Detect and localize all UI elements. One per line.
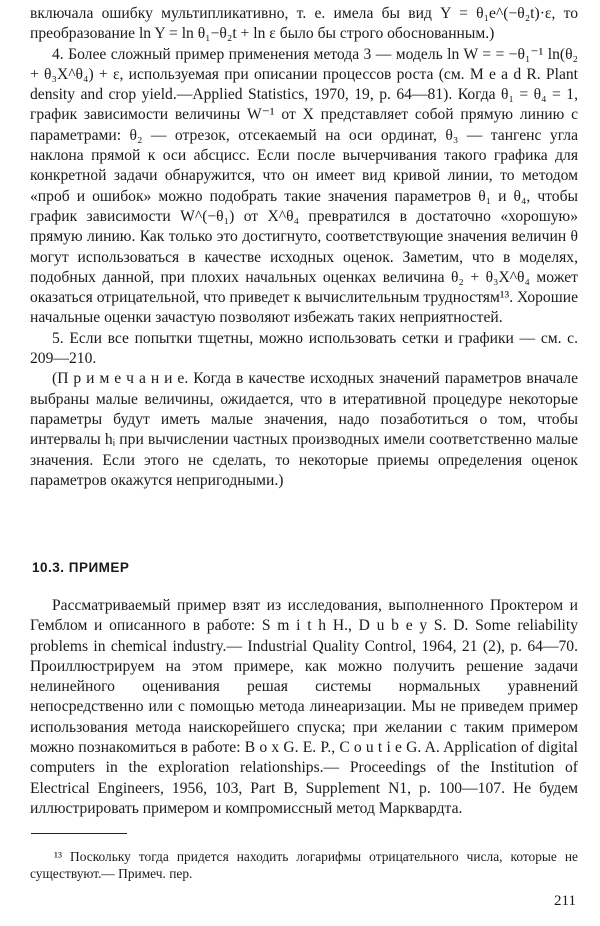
main-text xyxy=(30,4,578,491)
page-number: 211 xyxy=(554,893,576,909)
footnote-divider xyxy=(31,833,127,834)
section-heading: 10.3. ПРИМЕР xyxy=(32,560,130,575)
paragraph-point-5: 5. Если все попытки тщетны, можно использовать сетки и графики — см. с. 209—210. xyxy=(30,329,578,368)
paragraph-intro: включала ошибку мультипликативно, т. е. имела бы вид Y = θ₁e^(−θ₂t)·ε, то преобразование ln Y = ln θ₁−θ₂t + ln ε было бы строго обоснованным.) xyxy=(30,5,578,43)
paragraph-point-4: 4. Более сложный пример применения метода 3 — модель ln W = = −θ₁⁻¹ ln(θ₂ + θ₃X^θ₄) + ε, используемая при описании процессов роста (см. M e a d R. Plant density and crop yield.—Applied Statistics, 1970, 19, p. 64—81). Когда θ₁ = θ₄ = 1, график зависимости величины W⁻¹ от X представляет собой прямую линию с параметрами: θ₂ — отрезок, отсекаемый на оси ординат, θ₃ — тангенс угла наклона прямой к оси абсцисс. Если после вычерчивания такого графика для конкретной задачи обнаружится, что он имеет вид кривой линии, то методом «проб и ошибок» можно подобрать такие значения параметров θ₁ и θ₄, чтобы график зависимости W^(−θ₁) от X^θ₄ превратился в достаточно «хорошую» прямую линию. Как только это достигнуто, соответствующие значения величин θ могут использоваться в качестве исходных оценок. Заметим, что в моделях, подобных данной, при плохих начальных оценках величина θ₂ + θ₃X^θ₄ может оказаться отрицательной, что приведет к вычислительным трудностям¹³. Хорошие начальные оценки зачастую позволяют избежать таких неприятностей. xyxy=(30,45,578,327)
paragraph-note: (П р и м е ч а н и е. Когда в качестве исходных значений параметров вначале выбраны малые величины, ожидается, что в итеративной процедуре некоторые параметры будут иметь малые значения, надо позаботиться о том, чтобы интервалы hᵢ при вычислении частных производных имели соответственно малые значения. Если этого не сделать, то некоторые приемы определения оценок параметров окажутся непригодными.) xyxy=(30,370,578,489)
footnote: ¹³ Поскольку тогда придется находить логарифмы отрицательного числа, которые не существуют.— Примеч. пер. xyxy=(30,849,578,881)
paragraph-example: Рассматриваемый пример взят из исследования, выполненного Проктером и Гемблом и описанного в работе: S m i t h H., D u b e y S. D. Some reliability problems in chemical industry.— Industrial Quality Control, 1964, 21 (2), p. 64—70. Проиллюстрируем на этом примере, как можно получить решение задачи нелинейного оценивания решая системы нормальных уравнений непосредственно или с помощью метода линеаризации. Мы не приведем пример использования метода наискорейшего спуска; при желании с таким примером можно познакомиться в работе: B o x G. E. P., C o u t i e G. A. Application of digital computers in the exploration relationships.— Proceedings of the Institution of Electrical Engineers, 1956, 103, Part B, Supplement N1, p. 100—107. Не будем иллюстрировать примером и компромиссный метод Марквардта. xyxy=(30,597,578,817)
section-body xyxy=(30,596,578,819)
